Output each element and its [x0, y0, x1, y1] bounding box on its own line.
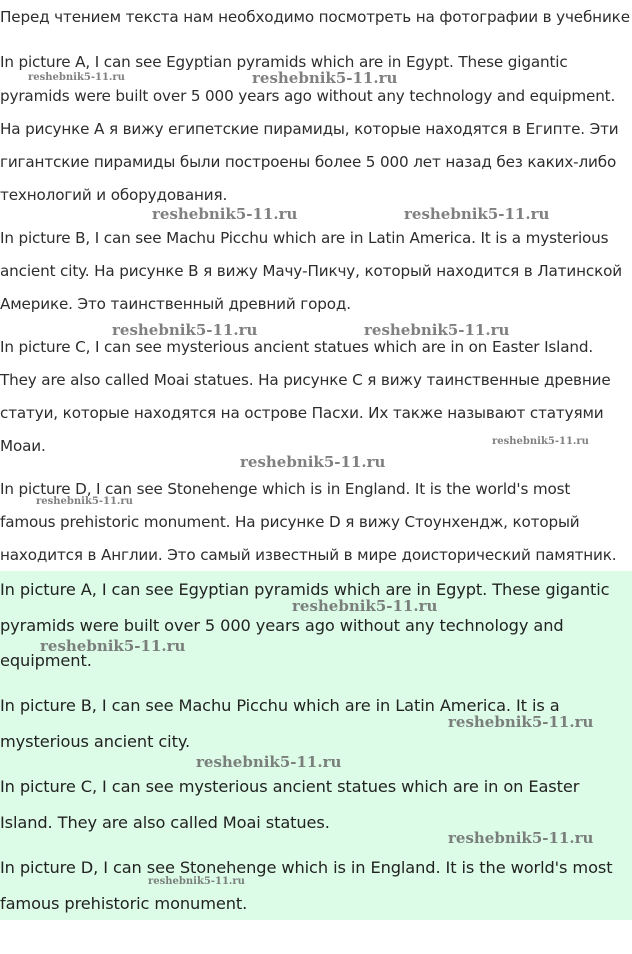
paragraph-d-line-2: famous prehistoric monument. На рисунке D я вижу Стоунхендж, который	[0, 513, 580, 531]
watermark: reshebnik5-11.ru	[492, 436, 589, 447]
paragraph-c-line-1: In picture C, I can see mysterious ancient statues which are in on Easter Island.	[0, 338, 594, 356]
watermark: reshebnik5-11.ru	[40, 637, 186, 655]
paragraph-b-line-1: In picture B, I can see Machu Picchu which are in Latin America. It is a mysterious	[0, 229, 609, 247]
answer-d-line-2: famous prehistoric monument.	[0, 894, 248, 913]
paragraph-a-line-1: In picture A, I can see Egyptian pyramids which are in Egypt. These gigantic	[0, 53, 568, 71]
watermark: reshebnik5-11.ru	[112, 321, 258, 339]
paragraph-a-line-4: гигантские пирамиды были построены более 5 000 лет назад без каких-либо	[0, 153, 617, 171]
watermark: reshebnik5-11.ru	[448, 713, 594, 731]
watermark: reshebnik5-11.ru	[148, 876, 245, 887]
answer-b-line-1: In picture B, I can see Machu Picchu which are in Latin America. It is a	[0, 696, 560, 715]
paragraph-c-line-2: They are also called Moai statues. На рисунке C я вижу таинственные древние	[0, 371, 611, 389]
answer-c-line-2: Island. They are also called Moai statues.	[0, 813, 330, 832]
paragraph-d-line-1: In picture D, I can see Stonehenge which is in England. It is the world's most	[0, 480, 571, 498]
answer-block	[0, 571, 632, 920]
watermark: reshebnik5-11.ru	[448, 829, 594, 847]
answer-b-line-2: mysterious ancient city.	[0, 732, 191, 751]
watermark: reshebnik5-11.ru	[252, 69, 398, 87]
paragraph-a-line-3: На рисунке A я вижу египетские пирамиды, которые находятся в Египте. Эти	[0, 120, 619, 138]
answer-a-line-2: pyramids were built over 5 000 years ago without any technology and	[0, 616, 564, 635]
paragraph-b-line-3: Америке. Это таинственный древний город.	[0, 295, 351, 313]
paragraph-c-line-3: статуи, которые находятся на острове Пасхи. Их также называют статуями	[0, 404, 604, 422]
paragraph-a-line-5: технологий и оборудования.	[0, 186, 228, 204]
watermark: reshebnik5-11.ru	[240, 453, 386, 471]
answer-a-line-1: In picture A, I can see Egyptian pyramids which are in Egypt. These gigantic	[0, 580, 610, 599]
answer-a-line-3: equipment.	[0, 651, 92, 670]
answer-c-line-1: In picture C, I can see mysterious ancient statues which are in on Easter	[0, 777, 580, 796]
watermark: reshebnik5-11.ru	[28, 72, 125, 83]
paragraph-b-line-2: ancient city. На рисунке B я вижу Мачу-Пикчу, который находится в Латинской	[0, 262, 622, 280]
watermark: reshebnik5-11.ru	[36, 496, 133, 507]
paragraph-a-line-2: pyramids were built over 5 000 years ago without any technology and equipment.	[0, 87, 616, 105]
watermark: reshebnik5-11.ru	[292, 597, 438, 615]
watermark: reshebnik5-11.ru	[404, 205, 550, 223]
answer-d-line-1: In picture D, I can see Stonehenge which is in England. It is the world's most	[0, 858, 613, 877]
watermark: reshebnik5-11.ru	[152, 205, 298, 223]
watermark: reshebnik5-11.ru	[196, 753, 342, 771]
paragraph-d-line-3: находится в Англии. Это самый известный в мире доисторический памятник.	[0, 546, 617, 564]
header-line: Перед чтением текста нам необходимо посмотреть на фотографии в учебнике	[0, 8, 630, 26]
watermark: reshebnik5-11.ru	[364, 321, 510, 339]
paragraph-c-line-4: Моаи.	[0, 437, 46, 455]
